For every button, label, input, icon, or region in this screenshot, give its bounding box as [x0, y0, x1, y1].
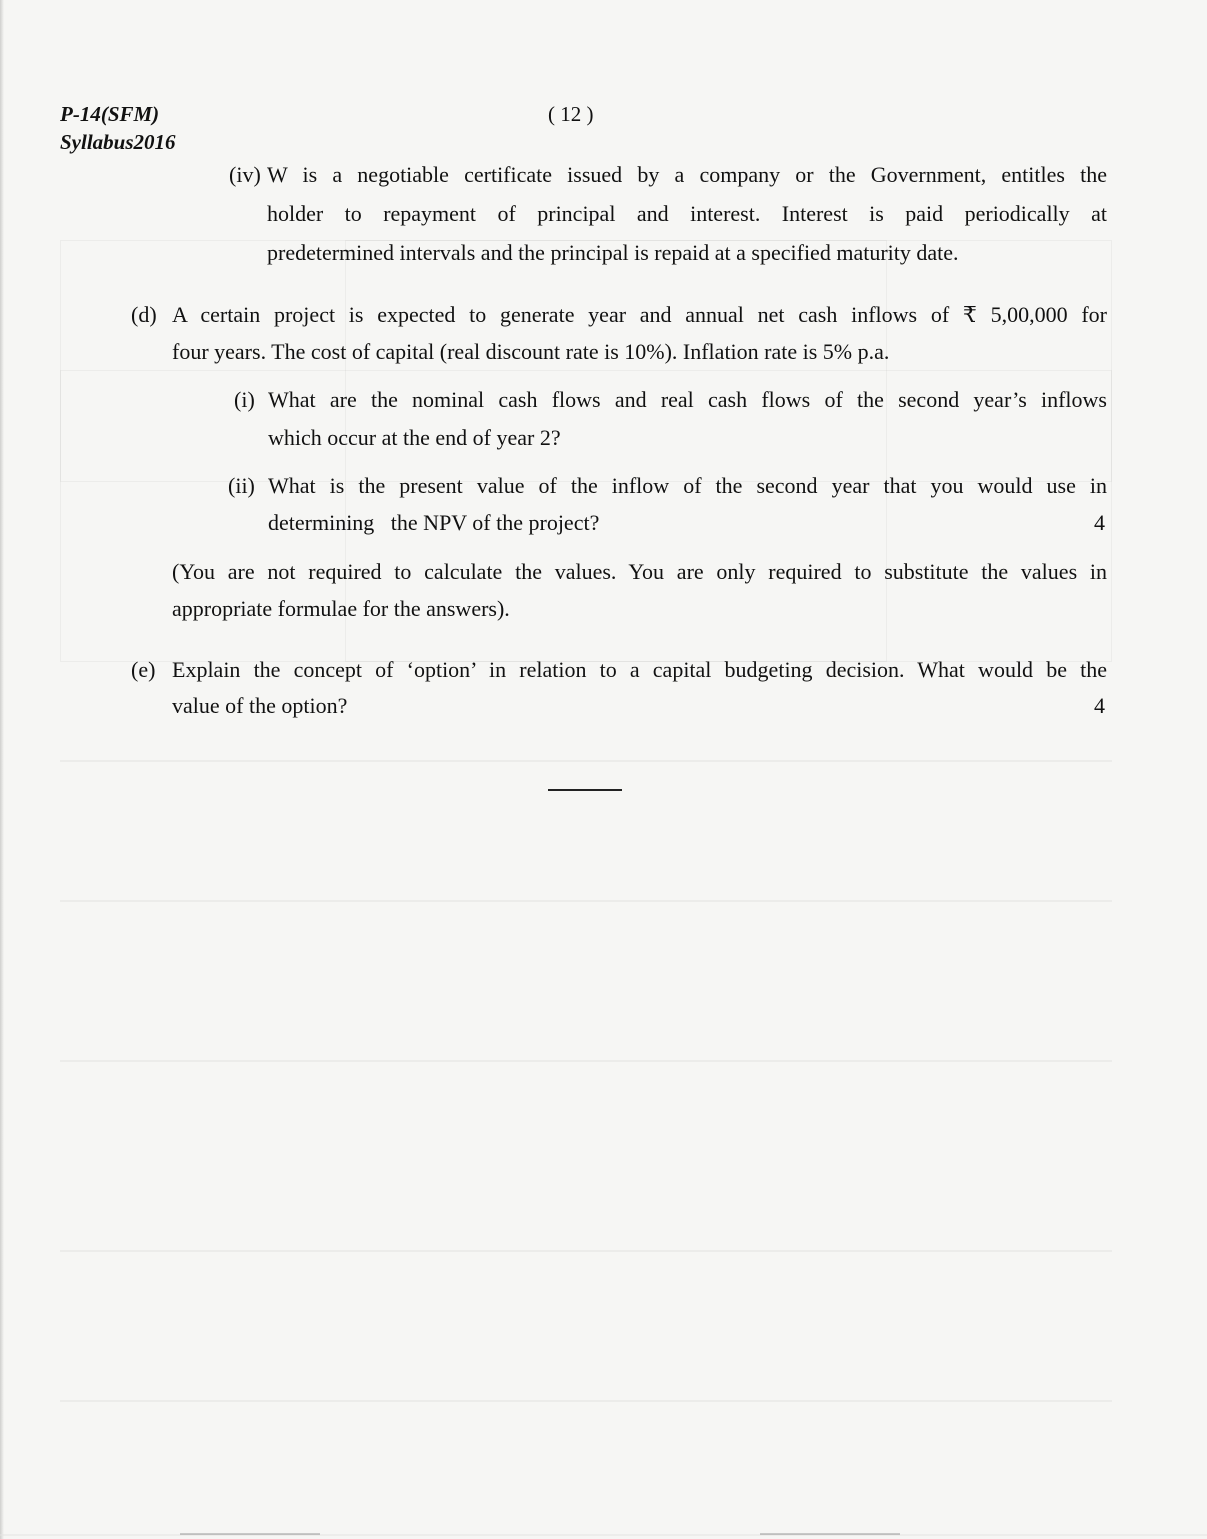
question-d-label: (d) — [131, 302, 157, 327]
question-d-ii-line-2: determining the NPV of the project? — [268, 510, 600, 535]
question-d-i-line-1: What are the nominal cash flows and real cash flows of the second year’s inflows — [268, 387, 1107, 412]
paper-header — [60, 100, 176, 156]
question-d-i-label: (i) — [234, 387, 255, 412]
page-edge-shadow — [0, 0, 4, 1539]
item-iv-line-1: W is a negotiable certificate issued by a company or the Government, entitles the — [267, 162, 1107, 187]
question-e-marks: 4 — [1094, 693, 1105, 718]
bleed-through-line — [60, 1400, 1112, 1402]
bleed-through-line — [60, 1250, 1112, 1252]
question-d-marks: 4 — [1094, 510, 1105, 535]
bleed-through-line — [60, 760, 1112, 762]
syllabus-label: Syllabus2016 — [60, 130, 176, 154]
item-iv-label: (iv) — [229, 162, 261, 187]
question-d-line-2: four years. The cost of capital (real discount rate is 10%). Inflation rate is 5% p.a. — [172, 339, 890, 364]
item-iv-line-3: predetermined intervals and the principal is repaid at a specified maturity date. — [267, 240, 959, 265]
page-number: ( 12 ) — [548, 102, 594, 126]
paper-code: P-14(SFM) — [60, 102, 160, 126]
question-e-line-1: Explain the concept of ‘option’ in relation to a capital budgeting decision. What would be the — [172, 657, 1107, 682]
question-d-note-line-1: (You are not required to calculate the values. You are only required to substitute the values in — [172, 559, 1107, 584]
question-d-i-line-2: which occur at the end of year 2? — [268, 425, 561, 450]
bleed-through-line — [60, 900, 1112, 902]
question-e-label: (e) — [131, 657, 156, 682]
question-e-line-2: value of the option? — [172, 693, 348, 718]
bleed-through-line — [60, 1060, 1112, 1062]
question-d-ii-label: (ii) — [228, 473, 255, 498]
section-end-rule — [548, 789, 622, 791]
scan-bottom-edge — [0, 1520, 1207, 1539]
item-iv-line-2: holder to repayment of principal and interest. Interest is paid periodically at — [267, 201, 1107, 226]
question-d-ii-line-1: What is the present value of the inflow of the second year that you would use in — [268, 473, 1107, 498]
question-d-note-line-2: appropriate formulae for the answers). — [172, 596, 510, 621]
question-d-line-1: A certain project is expected to generate year and annual net cash inflows of ₹ 5,00,000 for — [172, 302, 1107, 327]
